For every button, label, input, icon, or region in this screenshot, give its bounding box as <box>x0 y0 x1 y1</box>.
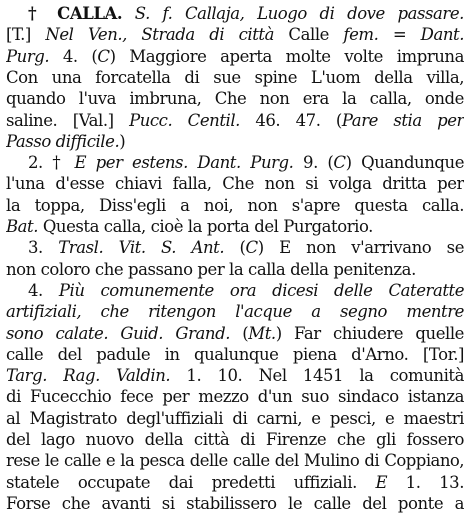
text-segment: Nel Ven., Strada di città <box>45 25 274 45</box>
text-segment: 1. 10. Nel 1451 la comunità <box>170 366 464 386</box>
text-segment: Targ. Rag. Valdin. <box>6 366 171 386</box>
text-segment: Trasl. Vit. S. Ant. <box>58 238 225 258</box>
text-segment: saline. [Val.] <box>6 110 130 130</box>
text-segment: E <box>375 472 388 492</box>
text-segment: ( <box>230 323 249 343</box>
text-segment: Pucc. Centil. <box>129 110 240 130</box>
text-segment: ) Maggiore aperta molte volte impruna <box>109 46 464 66</box>
text-segment: S. f. Callaja, Luogo di dove passare. <box>122 4 464 23</box>
text-segment: 4. ( <box>49 46 98 66</box>
text-segment: Questa calla, cioè la porta del Purgatorio. <box>38 217 373 236</box>
text-segment: del lago nuovo della città di Firenze che gli fossero <box>6 430 464 449</box>
text-segment: 1. 13. <box>387 472 464 492</box>
text-segment: Forse che avanti si stabilissero le calle del ponte a <box>6 493 464 513</box>
text-segment: = <box>378 25 421 45</box>
text-segment: [T.] <box>6 25 46 45</box>
text-segment: Calle <box>273 25 344 45</box>
text-segment: 4. <box>28 280 59 300</box>
text-segment: quando l'uva imbruna, Che non era la calla, onde <box>6 89 464 109</box>
text-segment: Con una forcatella di sue spine L'uom della villa, <box>6 67 464 87</box>
text-segment: Bat. <box>6 217 39 236</box>
text-segment: la toppa, Diss'egli a noi, non s'apre questa calla. <box>6 195 464 215</box>
text-segment: 2. † <box>28 153 75 173</box>
text-segment: Più comunemente ora dicesi delle Cateratte <box>58 280 464 300</box>
text-segment: ) Quandunque <box>345 153 464 173</box>
text-segment: artifiziali, che ritengon l'acque a segno mentre <box>6 302 464 322</box>
text-segment: di Fucecchio fece per mezzo d'un suo sindaco istanza <box>6 387 464 407</box>
text-segment: l'una d'esse chiavi falla, Che non si volga dritta per <box>6 174 464 194</box>
text-segment: Mt. <box>248 323 276 343</box>
text-segment: 9. ( <box>293 153 334 173</box>
text-segment: ) Far chiudere quelle <box>275 323 464 343</box>
text-segment: calle del padule in qualunque piena d'Arno. [Tor.] <box>6 344 464 364</box>
text-segment: statele occupate dai predetti uffiziali. <box>6 472 376 492</box>
text-segment: Purg. <box>6 46 50 66</box>
text-segment: rese le calle e la pesca delle calle del Mulino di Coppiano, <box>6 451 464 471</box>
text-segment: Pare stia per <box>341 110 464 130</box>
text-segment: Dant. <box>420 25 464 45</box>
text-segment: ) <box>119 131 126 151</box>
text-line <box>6 492 464 516</box>
text-segment: C <box>245 238 258 258</box>
text-segment: C <box>333 153 346 173</box>
text-segment: ( <box>224 238 246 258</box>
text-segment: C <box>97 46 110 66</box>
text-segment: 46. 47. ( <box>239 110 342 130</box>
text-segment: E per estens. Dant. Purg. <box>74 153 294 173</box>
text-segment: fem. <box>343 25 379 45</box>
text-segment: sono calate. Guid. Grand. <box>6 323 230 343</box>
text-segment: † CALLA. <box>28 4 123 23</box>
text-segment: Passo difficile. <box>6 131 120 151</box>
text-segment: 3. <box>28 238 59 258</box>
text-segment: ) E non v'arrivano se <box>257 238 464 258</box>
text-segment: al Magistrato degl'uffiziali di carni, e pesci, e maestri <box>6 408 464 428</box>
text-segment: non coloro che passano per la calla della penitenza. <box>6 259 416 279</box>
